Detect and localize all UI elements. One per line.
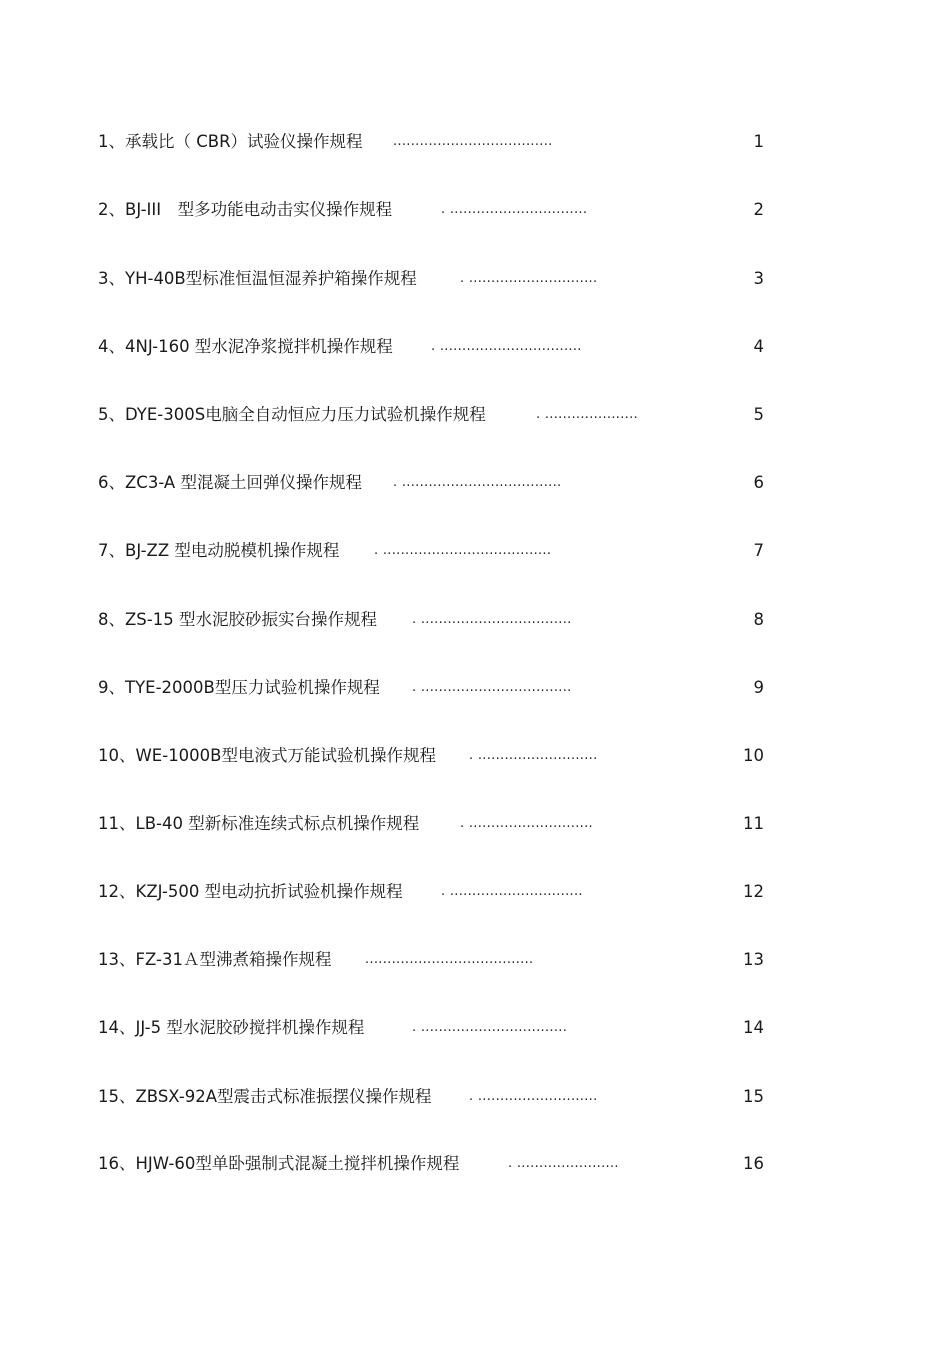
toc-entry-page: 3	[753, 269, 764, 288]
toc-entry-title: 11、LB-40 型新标准连续式标点机操作规程	[98, 814, 420, 833]
toc-entry-page: 7	[753, 541, 764, 560]
toc-entry-title: 16、HJW-60型单卧强制式混凝土搅拌机操作规程	[98, 1154, 460, 1173]
toc-entry-2[interactable]	[98, 198, 764, 222]
toc-entry-title: 10、WE-1000B型电液式万能试验机操作规程	[98, 746, 437, 765]
toc-entry-title: 9、TYE-2000B型压力试验机操作规程	[98, 678, 380, 697]
toc-entry-page: 10	[743, 746, 764, 765]
toc-entry-leader: . ............................	[460, 816, 593, 831]
toc-entry-title: 5、DYE-300S电脑全自动恒应力压力试验机操作规程	[98, 405, 486, 424]
toc-entry-6[interactable]	[98, 471, 764, 495]
toc-entry-title: 12、KZJ-500 型电动抗折试验机操作规程	[98, 882, 403, 901]
toc-entry-12[interactable]	[98, 880, 764, 904]
toc-entry-page: 6	[753, 473, 764, 492]
toc-entry-9[interactable]	[98, 676, 764, 700]
toc-entry-page: 5	[753, 405, 764, 424]
toc-entry-leader: ....................................	[393, 134, 553, 149]
toc-entry-page: 9	[753, 678, 764, 697]
toc-entry-title: 14、JJ-5 型水泥胶砂搅拌机操作规程	[98, 1018, 365, 1037]
toc-entry-title: 1、承载比（ CBR）试验仪操作规程	[98, 132, 363, 151]
toc-entry-leader: . .............................	[460, 271, 598, 286]
toc-entry-page: 14	[743, 1018, 764, 1037]
toc-entry-leader: . ..................................	[412, 680, 572, 695]
toc-entry-leader: ......................................	[365, 952, 534, 967]
toc-entry-leader: . ................................	[431, 339, 582, 354]
toc-entry-leader: . ..............................	[441, 884, 583, 899]
toc-entry-leader: . ...........................	[469, 748, 598, 763]
toc-entry-title: 7、BJ-ZZ 型电动脱模机操作规程	[98, 541, 340, 560]
toc-entry-14[interactable]	[98, 1016, 764, 1040]
toc-entry-leader: . .....................	[536, 407, 638, 422]
toc-entry-title: 4、4NJ-160 型水泥净浆搅拌机操作规程	[98, 337, 393, 356]
toc-entry-4[interactable]	[98, 335, 764, 359]
toc-entry-leader: . ...........................	[469, 1089, 598, 1104]
toc-entry-page: 8	[753, 610, 764, 629]
toc-entry-page: 4	[753, 337, 764, 356]
toc-entry-16[interactable]	[98, 1152, 764, 1176]
toc-entry-page: 1	[753, 132, 764, 151]
toc-entry-leader: . ....................................	[393, 475, 562, 490]
toc-entry-leader: . ......................................	[374, 543, 552, 558]
toc-entry-page: 15	[743, 1087, 764, 1106]
toc-entry-11[interactable]	[98, 812, 764, 836]
toc-entry-page: 2	[753, 200, 764, 219]
toc-entry-7[interactable]	[98, 539, 764, 563]
toc-entry-3[interactable]	[98, 267, 764, 291]
toc-entry-page: 12	[743, 882, 764, 901]
toc-entry-title: 3、YH-40B型标准恒温恒湿养护箱操作规程	[98, 269, 417, 288]
toc-entry-title: 15、ZBSX-92A型震击式标准振摆仪操作规程	[98, 1087, 432, 1106]
toc-entry-leader: . .......................	[508, 1156, 619, 1171]
toc-entry-title: 2、BJ-III 型多功能电动击实仪操作规程	[98, 200, 393, 219]
toc-entry-title: 8、ZS-15 型水泥胶砂振实台操作规程	[98, 610, 377, 629]
toc-entry-page: 13	[743, 950, 764, 969]
toc-entry-leader: . ...............................	[441, 202, 588, 217]
toc-entry-leader: . .................................	[412, 1020, 568, 1035]
toc-entry-title: 6、ZC3-A 型混凝土回弹仪操作规程	[98, 473, 362, 492]
toc-entry-1[interactable]	[98, 130, 764, 154]
toc-entry-8[interactable]	[98, 608, 764, 632]
toc-entry-leader: . ..................................	[412, 612, 572, 627]
toc-entry-13[interactable]	[98, 948, 764, 972]
toc-entry-page: 16	[743, 1154, 764, 1173]
toc-entry-page: 11	[743, 814, 764, 833]
toc-entry-title: 13、FZ-31Ａ型沸煮箱操作规程	[98, 950, 332, 969]
toc-entry-5[interactable]	[98, 403, 764, 427]
toc-entry-15[interactable]	[98, 1085, 764, 1109]
toc-entry-10[interactable]	[98, 744, 764, 768]
